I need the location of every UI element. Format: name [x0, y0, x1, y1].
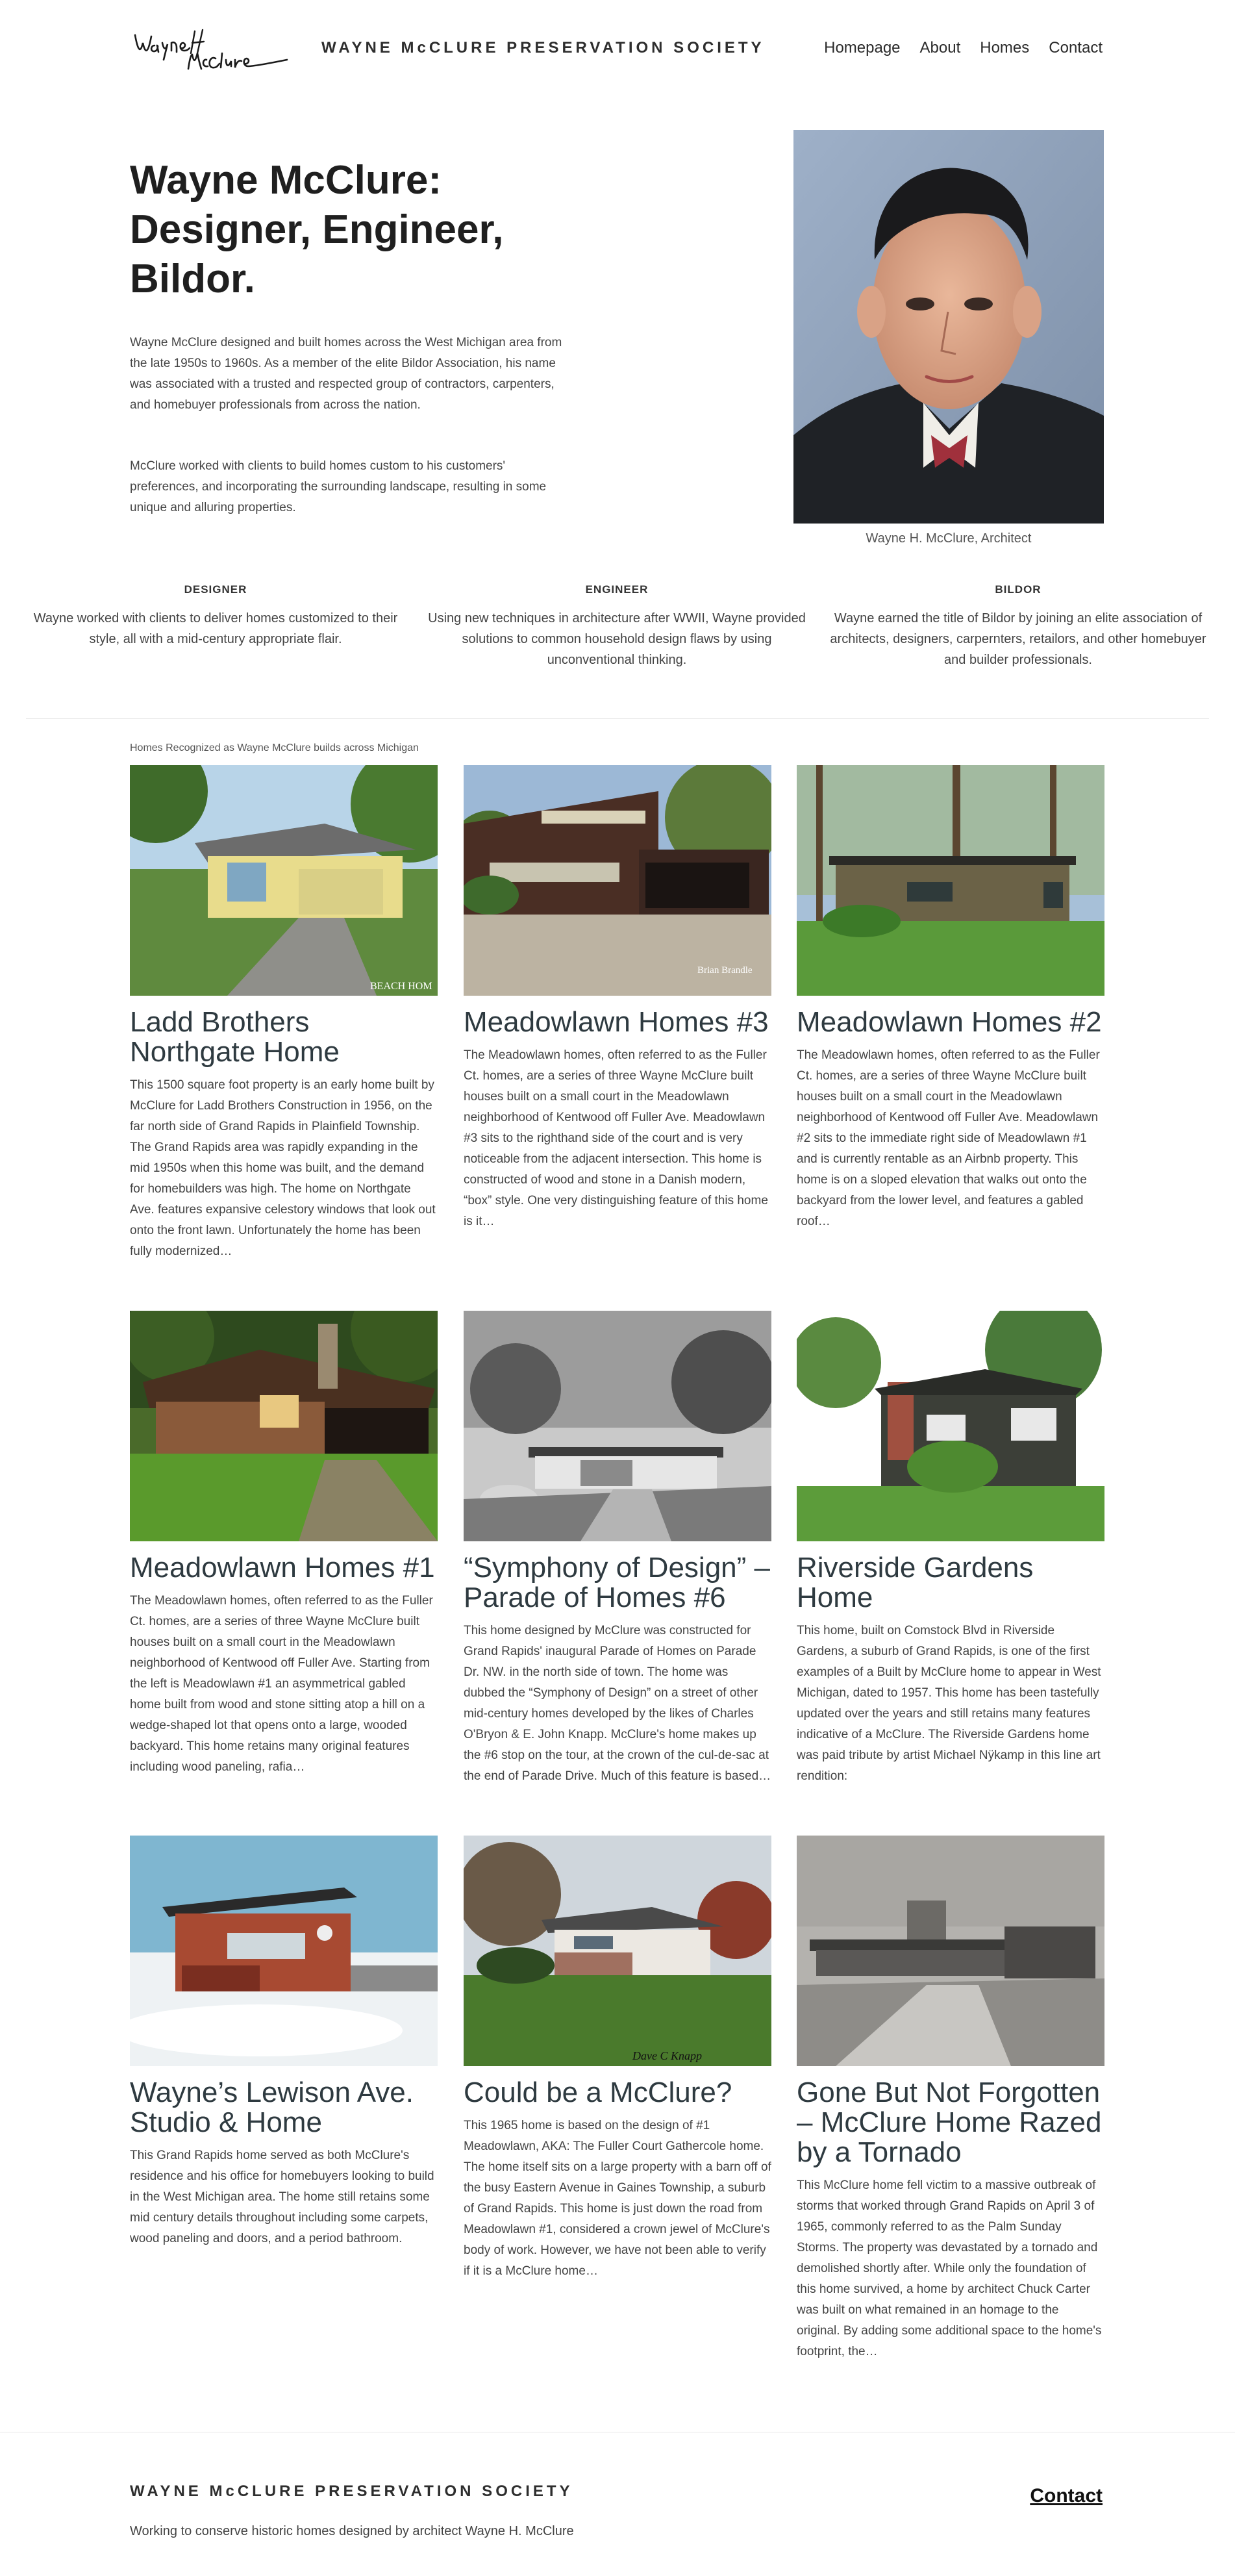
feature-heading: DESIGNER [184, 583, 247, 596]
home-photo-riverside-gardens[interactable] [797, 1311, 1104, 1541]
photo-watermark: BEACH HOM [370, 981, 432, 992]
card-excerpt: The Meadowlawn homes, often referred to as the Fuller Ct. homes, are a series of three Wayne McClure built houses built on a small court in the Meadowlawn neighborhood of Kentwood off Fuller Ave. Meadowlawn #2 sits to the immediate right side of Meadowlawn #1 and is currently rentable as an Airbnb property. This home is on a sloped elevation that walks out onto the backyard from the lower level, and features a gabled roof… [797, 1048, 1100, 1228]
feature-text: Wayne worked with clients to deliver homes customized to their style, all with a mid-century appropriate flair. [33, 611, 398, 646]
card-excerpt: This home designed by McClure was constructed for Grand Rapids' inaugural Parade of Homes on Parade Dr. NW. in the north side of town. The home was dubbed the “Symphony of Design” on a street of other mid-century homes developed by the likes of Charles O'Bryon & E. John Knapp. McClure's home makes up the #6 stop on the tour, at the crown of the cul-de-sac at the end of Parade Drive. Much of this feature is based… [464, 1624, 771, 1783]
nav-homepage[interactable]: Homepage [824, 39, 901, 57]
photo-watermark: Dave C Knapp [632, 2049, 702, 2062]
card-excerpt: This home, built on Comstock Blvd in Riverside Gardens, a suburb of Grand Rapids, is one of the first examples of a Built by McClure home to appear in West Michigan, dated to 1957. This home has been tastefully updated over the years and still retains many features indicative of a McClure. The Riverside Gardens home was paid tribute by artist Michael Nÿkamp in this line art rendition: [797, 1624, 1101, 1783]
hero-title: Wayne McClure: Designer, Engineer, Bildor. [130, 158, 504, 301]
photo-watermark: Brian Brandle [697, 965, 753, 976]
card-title[interactable]: Meadowlawn Homes #1 [130, 1552, 435, 1584]
card-title[interactable]: Gone But Not Forgotten – McClure Home Razed by a Tornado [797, 2077, 1102, 2168]
home-card[interactable] [130, 1836, 438, 2249]
nav-homes[interactable]: Homes [980, 39, 1030, 57]
home-card[interactable] [797, 1311, 1104, 1787]
feature-heading: ENGINEER [585, 583, 649, 596]
feature-heading: BILDOR [995, 583, 1042, 596]
card-excerpt: This McClure home fell victim to a massive outbreak of storms that worked through Grand Rapids on April 3 of 1965, commonly referred to as the Palm Sunday Storms. The property was devastated by a tornado and demolished shortly after. While only the foundation of this home survived, a home by architect Chuck Carter was built on what remained in an homage to the original. By adding some additional space to the home's footprint, the… [797, 2178, 1102, 2358]
home-photo-meadowlawn-2[interactable] [797, 765, 1104, 996]
card-excerpt: The Meadowlawn homes, often referred to as the Fuller Ct. homes, are a series of three Wayne McClure built houses built on a small court in the Meadowlawn neighborhood of Kentwood off Fuller Ave. Starting from the left is Meadowlawn #1 an asymmetrical gabled home built from wood and stone sitting atop a hill on a wedge-shaped lot that opens onto a large, wooded backyard. This home retains many original features including wood paneling, rafia… [130, 1594, 433, 1774]
feature-designer [21, 583, 410, 650]
footer-tagline: Working to conserve historic homes designed by architect Wayne H. McClure [130, 2524, 574, 2538]
main-nav [805, 39, 1103, 57]
hero-paragraph-1: Wayne McClure designed and built homes across the West Michigan area from the late 1950s to 1960s. As a member of the elite Bildor Association, his name was associated with a trusted and respected group of contractors, carpenters, and homebuyer professionals from across the nation. [130, 336, 562, 412]
home-photo-meadowlawn-3[interactable] [464, 765, 771, 996]
home-card[interactable] [797, 765, 1104, 1232]
home-photo-razed-by-tornado[interactable] [797, 1836, 1104, 2066]
feature-bildor [823, 583, 1213, 670]
signature-logo[interactable] [130, 23, 302, 75]
footer-contact-link[interactable]: Contact [1030, 2485, 1103, 2507]
footer-title: WAYNE McCLURE PRESERVATION SOCIETY [130, 2482, 573, 2500]
card-title[interactable]: Riverside Gardens Home [797, 1552, 1034, 1613]
card-title[interactable]: Meadowlawn Homes #2 [797, 1006, 1102, 1038]
card-title[interactable]: Wayne’s Lewison Ave. Studio & Home [130, 2077, 414, 2138]
home-card[interactable] [130, 1311, 438, 1778]
card-excerpt: This 1965 home is based on the design of #1 Meadowlawn, AKA: The Fuller Court Gathercole home. The home itself sits on a large property with a barn off of the busy Eastern Avenue in Gaines Township, a suburb of Grand Rapids. This home is just down the road from Meadowlawn #1, considered a crown jewel of McClure's body of work. However, we have not been able to verify if it is a McClure home… [464, 2119, 771, 2278]
card-title[interactable]: Ladd Brothers Northgate Home [130, 1006, 340, 1068]
card-excerpt: The Meadowlawn homes, often referred to as the Fuller Ct. homes, are a series of three Wayne McClure built houses built on a small court in the Meadowlawn neighborhood of Kentwood off Fuller Ave. Meadowlawn #3 sits to the righthand side of the court and is very noticeable from the adjacent intersection. This home is constructed of wood and stone in a Danish modern, “box” style. One very distinguishing feature of this home is it… [464, 1048, 768, 1228]
home-card[interactable] [464, 765, 771, 1232]
card-title[interactable]: Could be a McClure? [464, 2077, 732, 2108]
feature-text: Using new techniques in architecture after WWII, Wayne provided solutions to common household design flaws by using unconventional thinking. [428, 611, 806, 667]
card-title[interactable]: “Symphony of Design” – Parade of Homes #6 [464, 1552, 770, 1613]
site-header [0, 0, 1235, 97]
section-divider [26, 718, 1209, 719]
portrait-caption: Wayne H. McClure, Architect [866, 531, 1032, 546]
home-card[interactable] [464, 1836, 771, 2282]
nav-contact[interactable]: Contact [1049, 39, 1103, 57]
feature-text: Wayne earned the title of Bildor by joining an elite association of architects, designers, carpernters, retailors, and other homebuyer and builder professionals. [830, 611, 1206, 667]
card-excerpt: This Grand Rapids home served as both McClure's residence and his office for homebuyers looking to build in the West Michigan area. The home still retains some mid century details throughout including some carpets, wood paneling and doors, and a period bathroom. [130, 2149, 434, 2245]
hero-paragraph-2: McClure worked with clients to build homes custom to his customers' preferences, and incorporating the surrounding landscape, resulting in some unique and alluring properties. [130, 459, 547, 514]
card-title[interactable]: Meadowlawn Homes #3 [464, 1006, 769, 1038]
site-title[interactable]: WAYNE McCLURE PRESERVATION SOCIETY [321, 39, 765, 57]
home-photo-could-be-mcclure[interactable] [464, 1836, 771, 2066]
home-card[interactable] [797, 1836, 1104, 2362]
home-card[interactable] [130, 765, 438, 1262]
portrait-image [793, 130, 1104, 524]
home-card[interactable] [464, 1311, 771, 1787]
card-excerpt: This 1500 square foot property is an early home built by McClure for Ladd Brothers Construction in 1956, on the far north side of Grand Rapids in Plainfield Township. The Grand Rapids area was rapidly expanding in the mid 1950s when this home was built, and the demand for homebuilders was high. The home on Northgate Ave. features expansive celestory windows that look out onto the front lawn. Unfortunately the home has been fully modernized… [130, 1078, 436, 1258]
home-photo-lewison-ave[interactable] [130, 1836, 438, 2066]
home-photo-meadowlawn-1[interactable] [130, 1311, 438, 1541]
home-photo-symphony-of-design[interactable] [464, 1311, 771, 1541]
home-photo-ladd-brothers[interactable] [130, 765, 438, 996]
homes-section-label: Homes Recognized as Wayne McClure builds across Michigan [130, 742, 419, 753]
feature-engineer [422, 583, 812, 670]
nav-about[interactable]: About [919, 39, 961, 57]
